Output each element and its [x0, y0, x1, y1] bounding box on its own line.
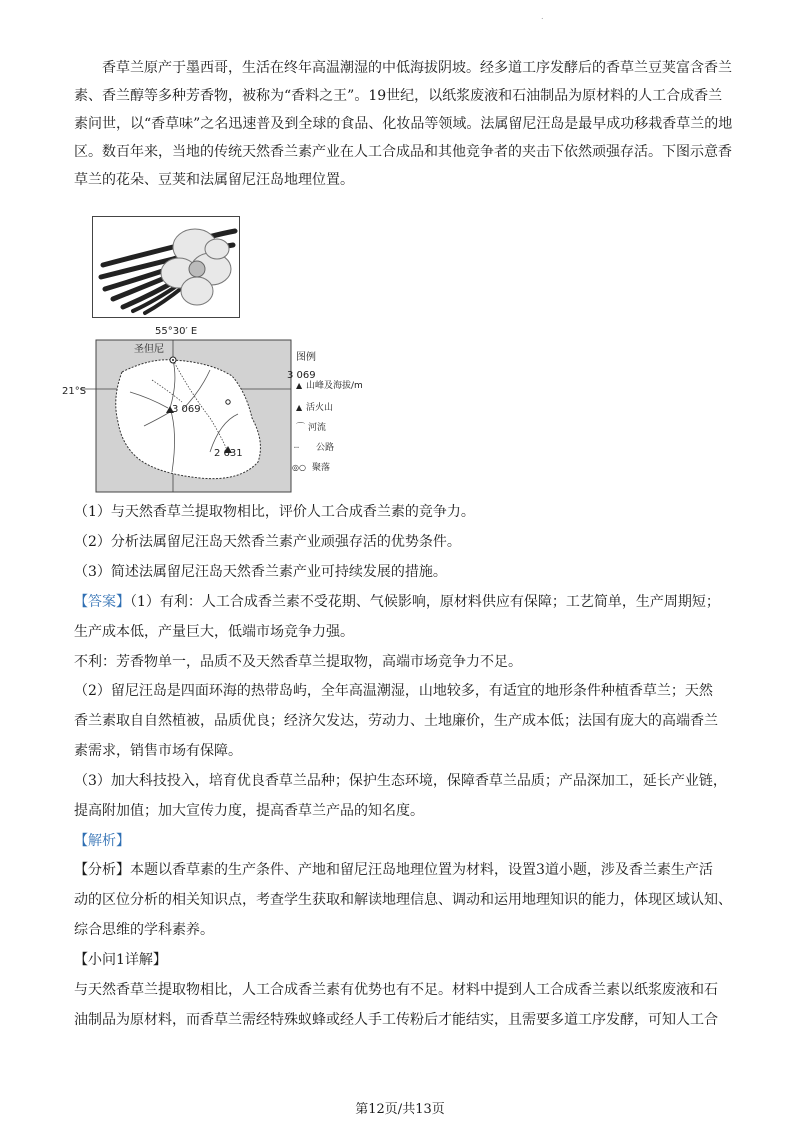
- vanilla-photo: [92, 216, 240, 318]
- longitude-label: 55°30′ E: [155, 326, 198, 337]
- detail-line-2: 油制品为原材料，而香草兰需经特殊蚁蜂或经人手工传粉后才能结实，且需要多道工序发酵，可知人工合: [74, 1012, 718, 1028]
- road-icon: ┈: [294, 443, 299, 452]
- analysis-line-1: 【分析】本题以香草素的生产条件、产地和留尼汪岛地理位置为材料，设置3道小题，涉及香兰素生产活: [74, 862, 713, 878]
- peak-elevation-legend: 3 069: [287, 370, 316, 381]
- river-icon: ⌒: [296, 423, 306, 433]
- peak-elevation-1: 3 069: [172, 404, 201, 415]
- volcano-icon: ▲: [296, 403, 303, 412]
- sub-question-heading: 【小问1详解】: [74, 952, 167, 968]
- analysis-line-2: 动的区位分析的相关知识点，考查学生获取和解读地理信息、调动和运用地理知识的能力，体现区域认知、: [74, 892, 732, 908]
- settlement-icon: ◎○: [292, 463, 306, 472]
- answer-line-3: 不利：芳香物单一，品质不及天然香草兰提取物，高端市场竞争力不足。: [74, 654, 522, 670]
- answer-line-5: 香兰素取自自然植被，品质优良；经济欠发达，劳动力、土地廉价，生产成本低；法国有庞大的高端香兰: [74, 713, 718, 729]
- peak-icon: ▲: [296, 381, 303, 390]
- answer-line-2: 生产成本低，产量巨大，低端市场竞争力强。: [74, 624, 354, 640]
- detail-line-1: 与天然香草兰提取物相比，人工合成香兰素有优势也有不足。材料中提到人工合成香兰素以纸浆废液和石: [74, 982, 718, 998]
- reunion-map: [60, 322, 390, 494]
- legend-volcano-label: 活火山: [306, 403, 334, 413]
- map-legend: [292, 350, 363, 473]
- legend-river-label: 河流: [308, 423, 327, 433]
- question-3: （3）简述法属留尼汪岛天然香兰素产业可持续发展的措施。: [74, 564, 447, 580]
- intro-paragraph: 香草兰原产于墨西哥，生活在终年高温潮湿的中低海拔阴坡。经多道工序发酵后的香草兰豆荚富含香兰素、香兰醇等多种芳香物，被称为“香料之王”。19世纪，以纸浆废液和石油制品为原材料的人工合成香兰素问世，以“香草味”之名迅速普及到全球的食品、化妆品等领域。法属留尼汪岛是最早成功移栽香草兰的地区。数百年来，当地的传统天然香兰素产业在人工合成品和其他竞争者的夹击下依然顽强存活。下图示意香草兰的花朵、豆荚和法属留尼汪岛地理位置。: [74, 60, 733, 188]
- analysis-tag: 【解析】: [74, 833, 130, 849]
- legend-settlement-label: 聚落: [312, 463, 331, 473]
- question-2: （2）分析法属留尼汪岛天然香兰素产业顽强存活的优势条件。: [74, 534, 461, 550]
- peak-elevation-2: 2 631: [214, 448, 243, 459]
- page-number: 第12页/共13页: [355, 1102, 445, 1117]
- legend-road-label: 公路: [316, 443, 335, 453]
- city-label: 圣但尼: [134, 344, 164, 355]
- analysis-line-3: 综合思维的学科素养。: [74, 922, 214, 938]
- top-mark: .: [541, 12, 544, 21]
- question-1: （1）与天然香草兰提取物相比，评价人工合成香兰素的竞争力。: [74, 504, 475, 520]
- answer-line-8: 提高附加值；加大宣传力度，提高香草兰产品的知名度。: [74, 803, 424, 819]
- latitude-label: 21°S: [62, 386, 87, 397]
- answer-tag: 【答案】: [74, 594, 130, 610]
- answer-line-1: 【答案】（1）有利：人工合成香兰素不受花期、气候影响，原材料供应有保障；工艺简单，生产周期短；: [74, 594, 720, 610]
- answer-line-4: （2）留尼汪岛是四面环海的热带岛屿，全年高温潮湿，山地较多，有适宜的地形条件种植香草兰；天然: [74, 683, 713, 699]
- answer-line-6: 素需求，销售市场有保障。: [74, 743, 242, 759]
- legend-title: 图例: [296, 352, 316, 363]
- answer-line-7: （3）加大科技投入，培育优良香草兰品种；保护生态环境，保障香草兰品质；产品深加工，延长产业链，: [74, 773, 727, 789]
- legend-peak-label: 山峰及海拔/m: [306, 381, 363, 391]
